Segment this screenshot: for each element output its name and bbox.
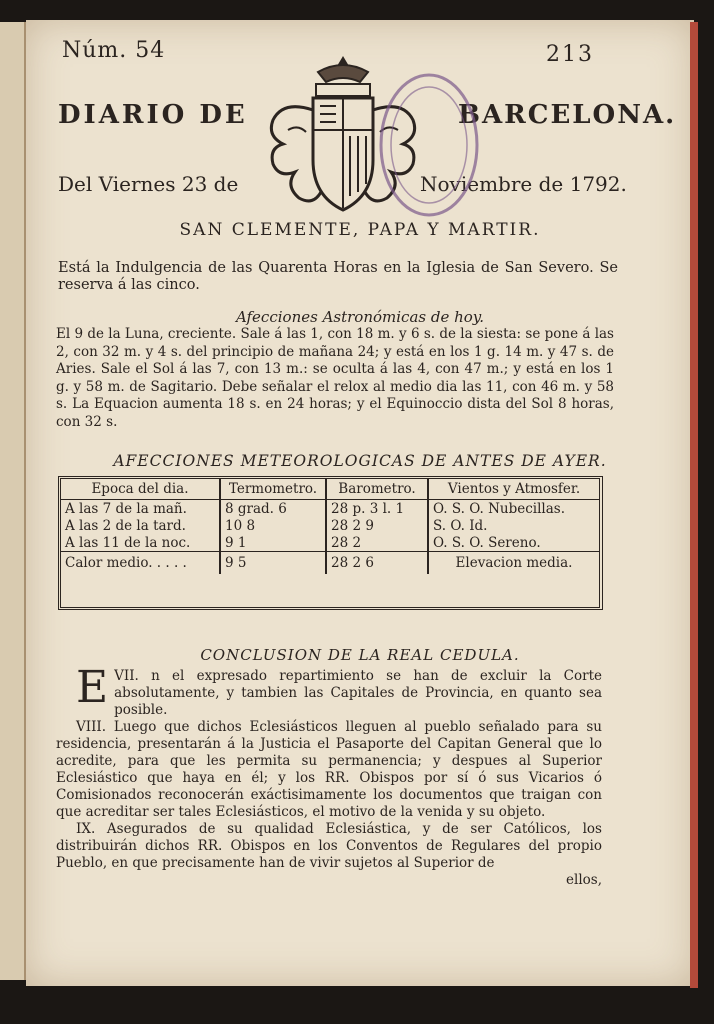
article-ix: IX. Asegurados de su qualidad Eclesiástica, y de ser Católicos, los distribuirán dichos RR. Obispos en los Conventos de Regulares del propio Pueblo, en que precisamente han de vivir sujetos al Superior de (56, 821, 602, 871)
conclusion-heading: CONCLUSION DE LA REAL CEDULA. (200, 646, 520, 664)
column-header: Epoca del dia. (61, 479, 220, 500)
astronomical-heading: Afecciones Astronómicas de hoy. (235, 308, 485, 326)
newspaper-page (26, 20, 694, 986)
table-cell: A las 7 de la mañ. (61, 500, 220, 518)
table-cell: O. S. O. Sereno. (433, 534, 541, 551)
table-cell: A las 11 de la noc. (61, 534, 220, 552)
table-cell: S. O. Id. (433, 517, 488, 534)
meteorological-heading: AFECCIONES METEOROLOGICAS DE ANTES DE AYER. (113, 452, 607, 470)
conclusion-body (56, 662, 602, 889)
article-viii: VIII. Luego que dichos Eclesiásticos lleguen al pueblo señalado para su residencia, presentarán á la Justicia el Pasaporte del Capitan General que lo acredite, para que les permita su permanencia; y despues al Superior Eclesiástico que haya en él; y los RR. Obispos por sí ó sus Vicarios ó Comisionados reconocerán exáctisimamente los documentos que traigan con que acreditar ser tales Eclesiásticos, el motivo de la venida y su objeto. (56, 719, 602, 820)
column-header: Termometro. (220, 479, 326, 500)
table-row (61, 500, 599, 518)
table-cell: 9 5 (220, 552, 326, 575)
column-header: Barometro. (326, 479, 428, 500)
article-vii (56, 662, 602, 719)
title-right: BARCELONA. (458, 100, 677, 130)
page-number: 213 (546, 42, 594, 67)
table-header-row (61, 479, 599, 500)
saint-of-the-day: SAN CLEMENTE, PAPA Y MARTIR. (179, 220, 541, 240)
weather-table (58, 476, 603, 610)
title-left: DIARIO DE (58, 100, 248, 130)
table-cell: Calor medio. . . . . (61, 552, 220, 575)
library-stamp-icon (374, 70, 484, 220)
date-right: Noviembre de 1792. (420, 172, 627, 196)
facing-page-edge (0, 22, 26, 980)
issue-number: Núm. 54 (62, 38, 166, 63)
indulgence-notice: Está la Indulgencia de las Quarenta Horas en la Iglesia de San Severo. Se reserva á las cinco. (58, 260, 618, 293)
catchword: ellos, (566, 872, 602, 888)
table-cell: 8 grad. 6 (220, 500, 326, 518)
article-text: n el expresado repartimiento se han de excluir la Corte absolutamente, y tambien las Capitales de Provincia, en quanto sea posible. (114, 668, 602, 718)
table-cell: 10 8 (220, 517, 326, 534)
table-cell: 9 1 (220, 534, 326, 552)
article-number: VII. (114, 668, 139, 684)
table-cell: 28 p. 3 l. 1 (326, 500, 428, 518)
astronomical-text: El 9 de la Luna, creciente. Sale á las 1, con 18 m. y 6 s. de la siesta: se pone á las 2, con 32 m. y 4 s. del principio de mañana 24; y está en los 1 g. 14 m. y 47 s. de Aries. Sale el Sol á las 7, con 13 m.: se oculta á las 4, con 47 m.; y está en los 1 g. y 58 m. de Sagitario. Debe señalar el relox al medio dia las 11, con 46 m. y 58 s. La Equacion aumenta 18 s. en 24 horas; y el Equinoccio dista del Sol 8 horas, con 32 s. (56, 326, 614, 430)
table-cell: 28 2 (326, 534, 428, 552)
drop-cap: E (76, 662, 109, 713)
table-summary-row (61, 552, 599, 575)
table-cell: A las 2 de la tard. (61, 517, 220, 534)
table-row (61, 517, 599, 534)
table-cell: 28 2 9 (326, 517, 428, 534)
column-header: Vientos y Atmosfer. (428, 479, 599, 500)
table-cell: Elevacion media. (428, 552, 599, 575)
table-cell: 28 2 6 (326, 552, 428, 575)
page-red-edge (690, 22, 698, 988)
table-cell: O. S. O. Nubecillas. (433, 500, 565, 517)
date-left: Del Viernes 23 de (58, 172, 239, 196)
table-row (61, 534, 599, 552)
